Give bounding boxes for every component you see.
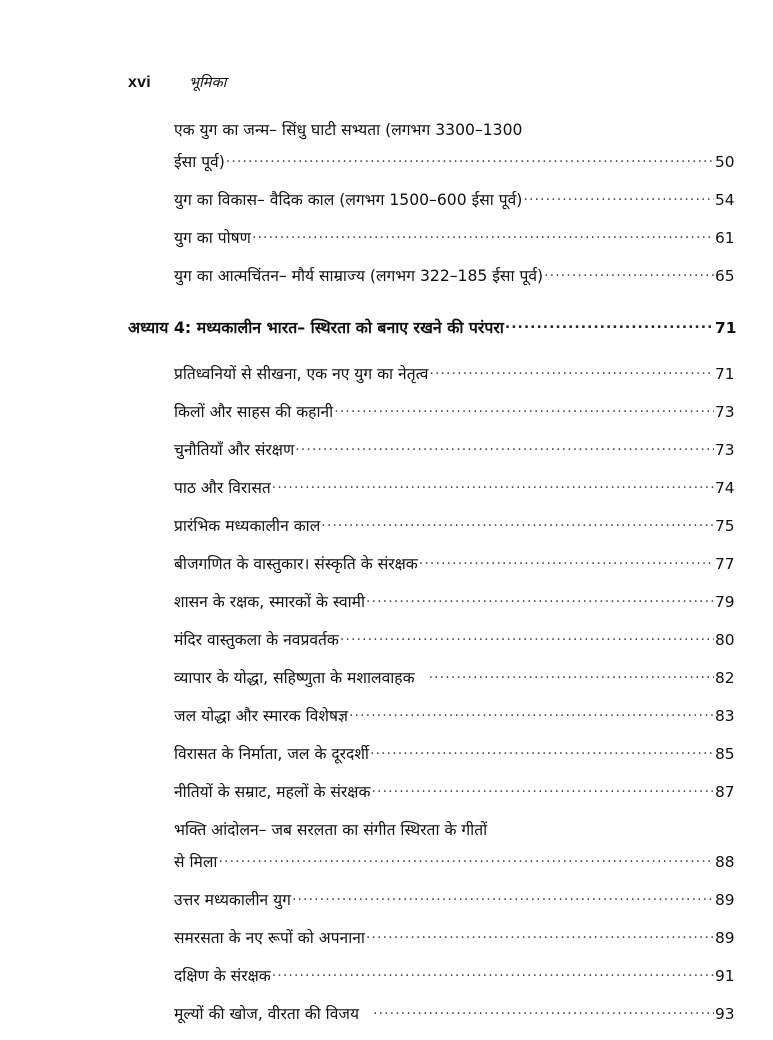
dot-leader [370,743,714,759]
toc-page-number: 79 [715,593,735,611]
toc-entry-line [0,666,773,704]
toc-entry-line [0,590,773,628]
toc-entry-line [0,780,773,818]
dot-leader [429,363,714,379]
toc-page-number: 77 [715,555,735,573]
toc-entry-line [0,400,773,438]
running-head-title: भूमिका [188,75,227,91]
toc-entry-label: मंदिर वास्तुकला के नवप्रवर्तक [174,631,339,649]
table-of-contents [0,118,773,1040]
dot-leader [321,515,714,531]
toc-page-number: 83 [715,707,735,725]
toc-entry-line-wrapped [0,118,773,150]
toc-entry[interactable] [0,1002,773,1040]
dot-leader [349,705,714,721]
toc-entry-label: ईसा पूर्व) [174,153,225,171]
dot-leader [340,629,714,645]
toc-entry-line [0,362,773,400]
toc-entry-label: शासन के रक्षक, स्मारकों के स्वामी [174,593,366,611]
toc-entry-label: समरसता के नए रूपों को अपनाना [174,929,365,947]
dot-leader [419,553,714,569]
toc-entry-label: पाठ और विरासत [174,479,271,497]
dot-leader [366,927,714,943]
dot-leader [252,227,714,243]
toc-page-number: 54 [715,191,735,209]
toc-entry[interactable] [0,362,773,400]
toc-page-number: 89 [715,891,735,909]
toc-entry-line [0,926,773,964]
toc-entry[interactable] [0,964,773,1002]
toc-entry-label: किलों और साहस की कहानी [174,403,334,421]
toc-entry-label: प्रारंभिक मध्यकालीन काल [174,517,321,535]
dot-leader [292,889,714,905]
toc-entry[interactable] [0,476,773,514]
dot-leader [226,151,714,167]
toc-entry[interactable] [0,188,773,226]
toc-entry[interactable] [0,118,773,188]
toc-entry-label: चुनौतियाँ और संरक्षण [174,441,295,459]
dot-leader [218,851,714,867]
toc-entry-line [0,850,773,888]
toc-entry-label: विरासत के निर्माता, जल के दूरदर्शी [174,745,369,763]
toc-entry[interactable] [0,264,773,302]
toc-entry-label: बीजगणित के वास्तुकार। संस्कृति के संरक्षक [174,555,418,573]
toc-page-number: 73 [715,403,735,421]
toc-page-number: 71 [715,319,737,337]
toc-entry-line [0,552,773,590]
toc-page-number: 93 [715,1005,735,1023]
dot-leader [366,591,714,607]
toc-page-number: 61 [715,229,735,247]
toc-page-number: 74 [715,479,735,497]
toc-entry[interactable] [0,590,773,628]
dot-leader [272,965,714,981]
toc-page-number: 82 [715,669,735,687]
dot-leader [272,477,714,493]
page-folio: xvi [128,74,151,91]
toc-entry-label: प्रतिध्वनियों से सीखना, एक नए युग का नेतृत्व [174,365,429,383]
toc-entry-label: भक्ति आंदोलन– जब सरलता का संगीत स्थिरता के गीतों [174,821,488,839]
toc-page-number: 65 [715,267,735,285]
toc-page-number: 71 [715,365,735,383]
toc-entry[interactable] [0,666,773,704]
toc-entry-line [0,226,773,264]
toc-page-number: 80 [715,631,735,649]
toc-entry-label: से मिला [174,853,218,871]
toc-entry-line [0,316,773,356]
toc-entry[interactable] [0,400,773,438]
toc-page-number: 75 [715,517,735,535]
toc-entry-line [0,964,773,1002]
toc-page-number: 50 [715,153,735,171]
toc-entry-label: मूल्यों की खोज, वीरता की विजय [174,1005,360,1023]
toc-entry[interactable] [0,552,773,590]
toc-entry-label: उत्तर मध्यकालीन युग [174,891,291,909]
toc-entry[interactable] [0,226,773,264]
toc-page-number: 91 [715,967,735,985]
toc-entry-line [0,888,773,926]
toc-entry[interactable] [0,438,773,476]
toc-entry[interactable] [0,888,773,926]
toc-chapter-entry[interactable] [0,316,773,356]
toc-page-number: 73 [715,441,735,459]
toc-entry[interactable] [0,780,773,818]
toc-entry[interactable] [0,514,773,552]
toc-entry-label: अध्याय 4: मध्यकालीन भारत– स्थिरता को बनाए रखने की परंपरा [128,318,504,337]
toc-page-number: 85 [715,745,735,763]
toc-entry-line [0,514,773,552]
toc-entry-line [0,1002,773,1040]
toc-page-number: 89 [715,929,735,947]
toc-entry-line [0,264,773,302]
toc-entry[interactable] [0,628,773,666]
toc-entry[interactable] [0,818,773,888]
toc-entry-line [0,628,773,666]
dot-leader [544,265,714,281]
dot-leader [334,401,714,417]
toc-entry-line [0,150,773,188]
toc-entry[interactable] [0,926,773,964]
running-head [128,72,648,98]
dot-leader [371,781,714,797]
toc-entry-label: दक्षिण के संरक्षक [174,967,271,985]
toc-entry-line [0,742,773,780]
dot-leader [523,189,714,205]
toc-entry-line [0,704,773,742]
toc-entry[interactable] [0,742,773,780]
toc-entry-label: नीतियों के सम्राट, महलों के संरक्षक [174,783,371,801]
toc-entry-line [0,188,773,226]
toc-entry-label: एक युग का जन्म– सिंधु घाटी सभ्यता (लगभग 3300–1300 [174,121,523,139]
toc-entry-label: युग का विकास– वैदिक काल (लगभग 1500–600 ईसा पूर्व) [174,191,523,209]
toc-page-number: 88 [715,853,735,871]
toc-entry[interactable] [0,704,773,742]
dot-leader [373,1003,714,1019]
toc-entry-line [0,438,773,476]
toc-entry-label: व्यापार के योद्धा, सहिष्णुता के मशालवाहक [174,669,415,687]
toc-entry-label: जल योद्धा और स्मारक विशेषज्ञ [174,707,348,725]
toc-entry-label: युग का आत्मचिंतन– मौर्य साम्राज्य (लगभग 322–185 ईसा पूर्व) [174,267,544,285]
dot-leader [429,667,714,683]
dot-leader [505,317,714,333]
toc-entry-line [0,476,773,514]
dot-leader [295,439,714,455]
toc-entry-label: युग का पोषण [174,229,251,247]
toc-entry-line-wrapped [0,818,773,850]
toc-page-number: 87 [715,783,735,801]
